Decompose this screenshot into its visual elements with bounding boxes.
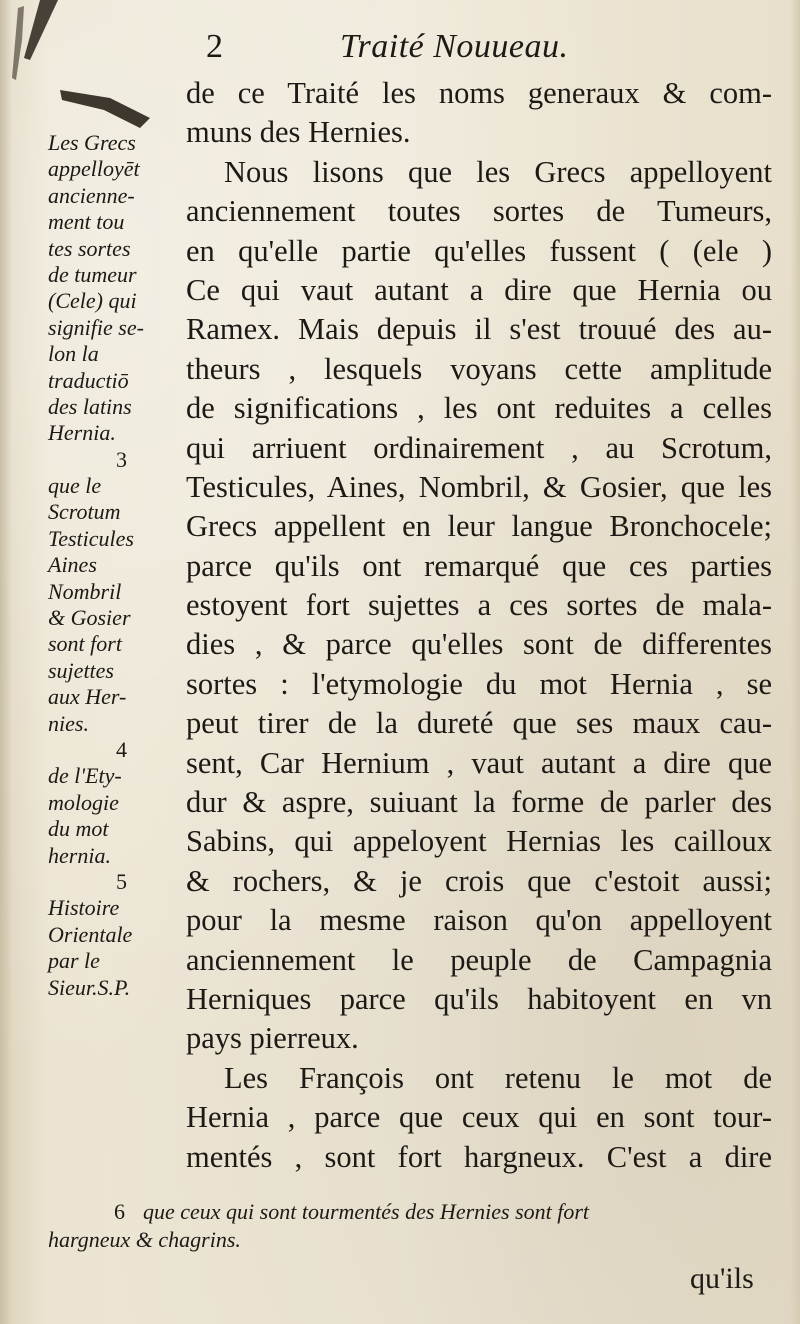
margin-note-line: Orientale: [48, 921, 133, 947]
margin-note-line: mologie: [48, 789, 119, 815]
running-title: Traité Nouueau.: [340, 28, 569, 65]
margin-note-line: Les Grecs: [48, 130, 136, 155]
margin-note-line: ment tou: [48, 209, 125, 235]
text-line: mentés , sont fort hargneux. C'est a dire: [186, 1139, 772, 1174]
footnote-number: 6: [114, 1199, 125, 1224]
text-line: & rochers, & je crois que c'estoit aussi;: [186, 863, 772, 898]
text-line: pays pierreux.: [186, 1021, 359, 1056]
margin-note-number: 4: [116, 736, 127, 762]
margin-note-line: Nombril: [48, 578, 122, 604]
text-line: Herniques parce qu'ils habitoyent en vn: [186, 981, 772, 1016]
margin-note-line: nies.: [48, 710, 89, 736]
text-line: Nous lisons que les Grecs appelloyent: [224, 154, 772, 189]
text-line: qui arriuent ordinairement , au Scrotum,: [186, 430, 772, 465]
text-line: dur & aspre, suiuant la forme de parler des: [186, 785, 772, 820]
text-line: dies , & parce qu'elles sont de differentes: [186, 627, 772, 662]
text-line: de significations , les ont reduites a celles: [186, 391, 772, 426]
margin-note-line: Testicules: [48, 525, 134, 551]
margin-note-line: signifie se-: [48, 314, 144, 340]
text-line: Grecs appellent en leur langue Bronchocele;: [186, 509, 772, 544]
text-line: parce qu'ils ont remarqué que ces parties: [186, 548, 772, 583]
margin-note-line: sujettes: [48, 657, 114, 683]
text-line: Hernia , parce que ceux qui en sont tour-: [186, 1100, 772, 1135]
text-line: en qu'elle partie qu'elles fussent ( (ele ): [186, 233, 772, 268]
text-line: sortes : l'etymologie du mot Hernia , se: [186, 666, 772, 701]
margin-note-line: que le: [48, 473, 102, 499]
text-line: Ramex. Mais depuis il s'est trouué des au-: [186, 312, 772, 347]
margin-note-line: (Cele) qui: [48, 288, 137, 314]
margin-note-line: Hernia.: [48, 420, 116, 446]
margin-note-line: Sieur.S.P.: [48, 974, 131, 1000]
text-line: estoyent fort sujettes a ces sortes de mala-: [186, 588, 772, 623]
footnote: [48, 1198, 778, 1254]
margin-note-line: & Gosier: [48, 605, 131, 631]
margin-note-line: Aines: [48, 552, 97, 578]
text-line: peut tirer de la dureté que ses maux cau-: [186, 706, 772, 741]
binding-stain-mark: [0, 0, 190, 140]
margin-note-line: lon la: [48, 341, 99, 367]
footnote-text: que ceux qui sont tourmentés des Hernies sont fort: [143, 1199, 590, 1224]
margin-note-line: de l'Ety-: [48, 763, 122, 789]
margin-note-line: ancienne-: [48, 182, 135, 208]
main-text-block: [186, 74, 772, 1177]
margin-note-line: Scrotum: [48, 499, 121, 525]
margin-note-line: de tumeur: [48, 261, 137, 287]
margin-note-line: des latins: [48, 393, 132, 419]
footnote-line: [48, 1198, 778, 1226]
catchword: qu'ils: [690, 1262, 754, 1295]
margin-note-number: 5: [116, 868, 127, 894]
text-line: de ce Traité les noms generaux & com-: [186, 76, 772, 110]
text-line: anciennement toutes sortes de Tumeurs,: [186, 194, 772, 229]
margin-note-line: par le: [48, 948, 100, 974]
text-line: sent, Car Hernium , vaut autant a dire que: [186, 745, 772, 780]
text-line: muns des Hernies.: [186, 115, 411, 150]
text-line: anciennement le peuple de Campagnia: [186, 942, 772, 977]
page-left-edge: [0, 0, 12, 1324]
margin-note-line: tes sortes: [48, 235, 131, 261]
margin-note-line: du mot: [48, 816, 109, 842]
text-line: theurs , lesquels voyans cette amplitude: [186, 351, 772, 386]
page-right-edge: [790, 0, 800, 1324]
margin-note-line: sont fort: [48, 631, 122, 657]
margin-note-line: appelloyēt: [48, 156, 140, 182]
text-line: Sabins, qui appeloyent Hernias les cailloux: [186, 824, 772, 859]
footnote-line: hargneux & chagrins.: [48, 1227, 241, 1252]
text-line: Testicules, Aines, Nombril, & Gosier, que les: [186, 469, 772, 504]
margin-note-line: aux Her-: [48, 684, 127, 710]
margin-note-line: hernia.: [48, 842, 111, 868]
text-line: Ce qui vaut autant a dire que Hernia ou: [186, 272, 772, 307]
margin-note-line: traductiō: [48, 367, 129, 393]
page-number: 2: [206, 28, 223, 65]
margin-note-line: Histoire: [48, 895, 120, 921]
text-line: Les François ont retenu le mot de: [224, 1060, 772, 1095]
text-line: pour la mesme raison qu'on appelloyent: [186, 903, 772, 938]
margin-note-number: 3: [116, 446, 127, 472]
margin-notes: [48, 130, 184, 1001]
